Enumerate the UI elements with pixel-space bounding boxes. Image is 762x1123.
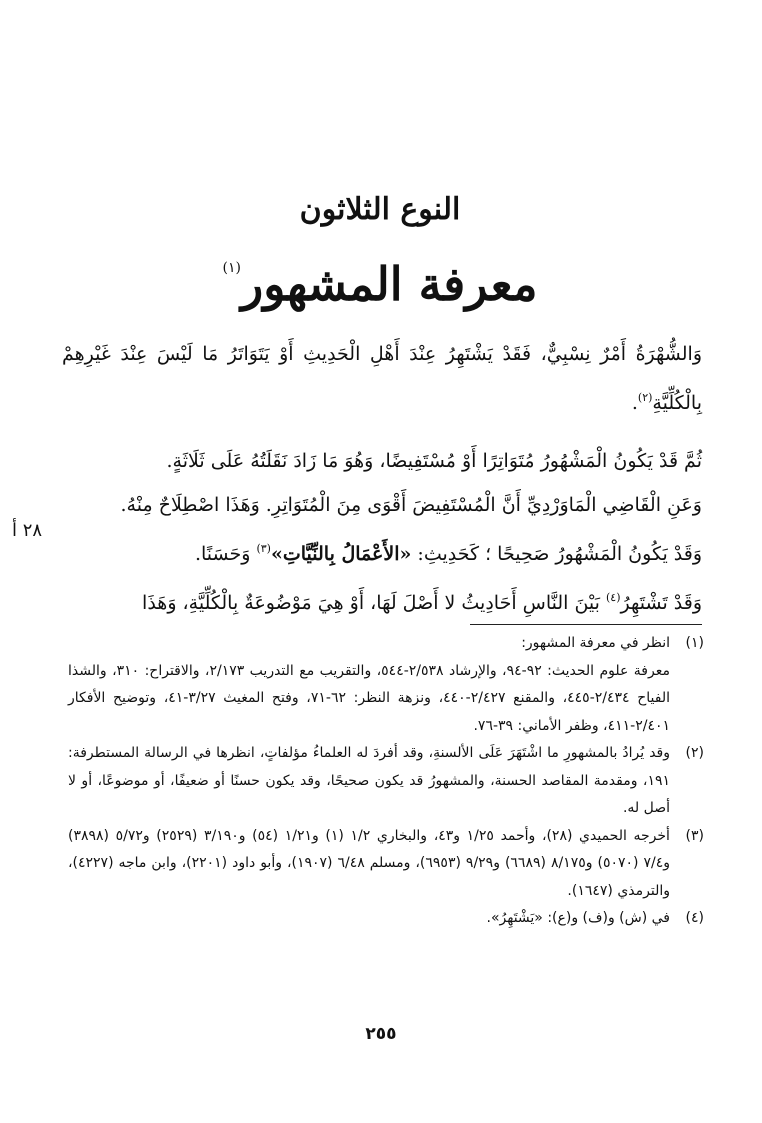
hadith-quote: «الأَعْمَالُ بِالنِّيَّاتِ» <box>270 543 412 565</box>
chapter-title <box>170 238 590 314</box>
footnote-ref-2: (٢) <box>637 391 653 404</box>
footnotes <box>68 630 704 933</box>
paragraph-1 <box>62 332 702 425</box>
chapter-label: النوع الثلاثون <box>299 192 461 227</box>
main-text <box>62 332 702 625</box>
footnote-number: (٢) <box>685 745 704 761</box>
footnote-4 <box>68 905 704 933</box>
paragraph-2: ثُمَّ قَدْ يَكُونُ الْمَشْهُورُ مُتَوَاتِرًا أَوْ مُسْتَفِيضًا، وَهُوَ مَا زَادَ نَقَلَتُهُ عَلَى ثَلَاثَةٍ. <box>166 450 702 472</box>
footnote-number: (٣) <box>685 827 704 844</box>
footnote-body: أخرجه الحميدي (٢٨)، وأحمد ١/٢٥ و٤٣، والبخاري ١/٢ (١) و١/٢١ (٥٤) و٣/١٩٠ (٢٥٢٩) و٥/٧٢ (٣٨٩٨) و٧/٤ (٥٠٧٠) و٨/١٧٥ (٦٦٨٩) و٩/٢٩ (٦٩٥٣)، ومسلم ٦/٤٨ (١٩٠٧)، وأبو داود (٢٢٠١)، وابن ماجه (٤٢٢٧)، والترمذي (١٦٤٧). <box>68 827 670 899</box>
paragraph-1-text: وَالشُّهْرَةُ أَمْرٌ نِسْبِيٌّ، فَقَدْ يَشْتَهِرُ عِنْدَ أَهْلِ الْحَدِيثِ أَوْ يَتَوَاتَرُ مَا لَيْسَ عِنْدَ غَيْرِهِمْ بِالْكُلِّيَّةِ <box>62 343 702 414</box>
footnote-body: في (ش) و(ف) و(ع): «يَشْتَهِرُ». <box>486 910 670 926</box>
paragraph-4 <box>62 527 702 576</box>
paragraph-5-after: بَيْنَ النَّاسِ أَحَادِيثُ لا أَصْلَ لَهَا، أَوْ هِيَ مَوْضُوعَةٌ بِالْكُلِّيَّةِ، وَهَذَا <box>142 592 606 614</box>
footnote-body: وقد يُرادُ بالمشهورِ ما اشْتَهَرَ عَلَى الألسنةِ، وقد أفردَ له العلماءُ مؤلفاتٍ، انظرها في الرسالة المستطرفة: ١٩١، ومقدمة المقاصد الحسنة، والمشهورُ قد يكون صحيحًا، وقد يكون حسنًا أو ضعيفًا، أو موضوعًا، أو لا أصل له. <box>68 745 670 816</box>
footnote-separator <box>470 624 702 625</box>
footnote-1 <box>68 630 704 740</box>
footnote-body <box>68 630 670 740</box>
footnote-3 <box>68 823 704 906</box>
footnote-2 <box>68 740 704 823</box>
page-number: ٢٥٥ <box>365 1024 397 1044</box>
paragraph-5-before: وَقَدْ تَشْتَهِرُ <box>620 592 702 614</box>
footnote-line: معرفة علوم الحديث: ٩٢-٩٤، والإرشاد ٢/٥٣٨-٥٤٤، والتقريب مع التدريب ٢/١٧٣، والاقتراح: ٣١٠، والشذا الفياح ٢/٤٣٤-٤٤٥، والمقنع ٢/٤٢٧-٤٤٠، ونزهة النظر: ٦٢-٧١، وفتح المغيث ٣/٢٧-٤١، وتوضيح الأفكار ٢/٤٠١-٤١١، وظفر الأماني: ٣٩-٧٦. <box>68 662 670 734</box>
paragraph-3: وَعَنِ الْقَاضِي الْمَاوَرْدِيِّ أَنَّ الْمُسْتَفِيضَ أَقْوَى مِنَ الْمُتَوَاتِرِ. وَهَذَا اصْطِلَاحٌ مِنْهُ. <box>120 494 702 516</box>
paragraph-4-before: وَقَدْ يَكُونُ الْمَشْهُورُ صَحِيحًا ؛ كَحَدِيثِ: <box>411 543 702 565</box>
title-footnote-ref: (١) <box>222 260 241 276</box>
paragraph-1-end: . <box>631 392 638 414</box>
paragraph-5 <box>62 576 702 625</box>
footnote-ref-4: (٤) <box>606 591 621 604</box>
footnote-line: انظر في معرفة المشهور: <box>521 635 670 651</box>
chapter-title-text: معرفة المشهور <box>240 257 538 311</box>
paragraph-4-after: وَحَسَنًا. <box>194 543 257 565</box>
footnote-ref-3: (٣) <box>256 542 271 555</box>
footnote-number: (١) <box>685 635 704 651</box>
footnote-number: (٤) <box>685 910 704 926</box>
margin-manuscript-ref: ٢٨ أ <box>12 520 43 541</box>
